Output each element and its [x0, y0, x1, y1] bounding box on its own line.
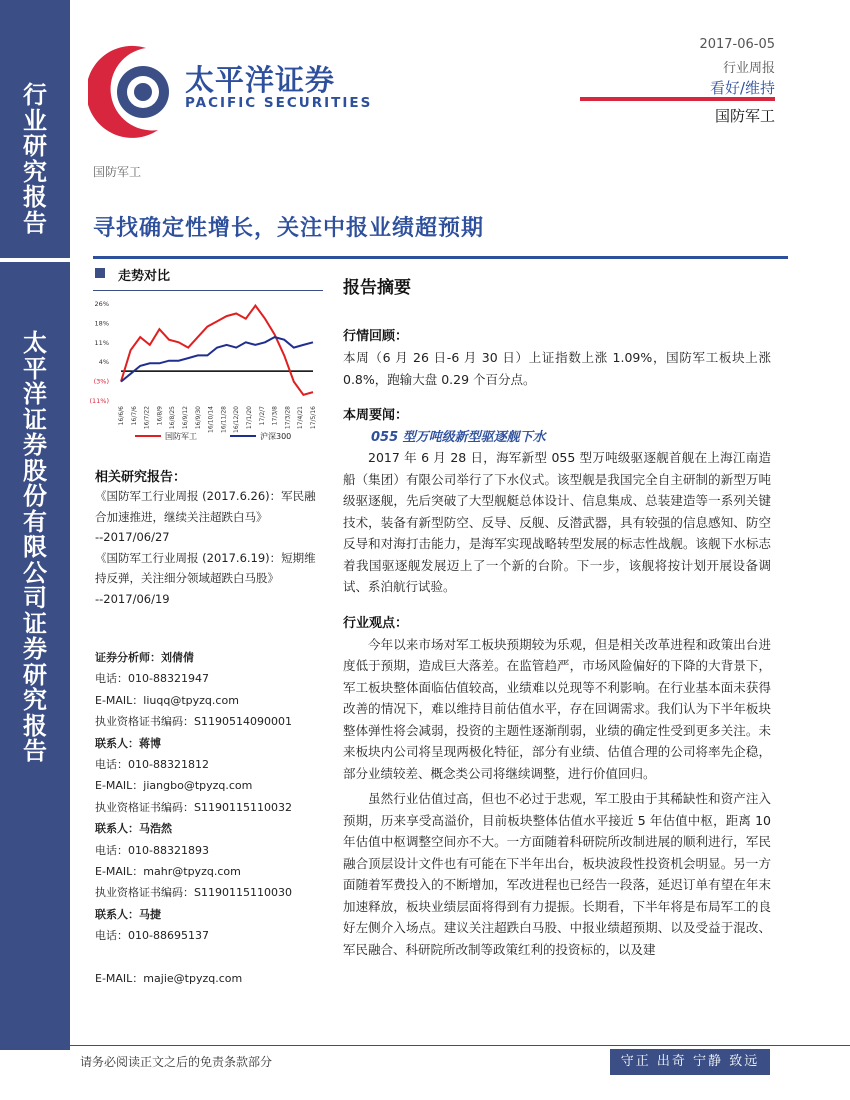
contact-label: 联系人：蒋博 — [95, 736, 161, 750]
news-heading: 本周要闻： — [343, 408, 409, 423]
summary-body — [343, 325, 771, 960]
related-item — [95, 486, 323, 609]
y-tick-label: (3%) — [93, 377, 109, 386]
logo-english-name: PACIFIC SECURITIES — [185, 95, 373, 111]
x-tick-label: 16/10/14 — [207, 406, 215, 433]
contact-phone: 电话：010-88321893 — [95, 843, 209, 857]
x-tick-label: 17/2/7 — [258, 406, 266, 426]
rating-label: 看好/维持 — [709, 79, 775, 97]
footer-disclaimer: 请务必阅读正文之后的免责条款部分 — [80, 1055, 273, 1069]
contact-phone: 电话：010-88321812 — [95, 758, 209, 772]
contact-cert: 执业资格证书编码：S1190115110030 — [95, 886, 292, 900]
series-line-defense — [121, 306, 313, 395]
x-tick-label: 17/5/16 — [310, 406, 317, 430]
contact-cert: 执业资格证书编码：S1190115110032 — [95, 800, 292, 814]
analyst-label: 证券分析师：刘倩倩 — [95, 651, 194, 664]
contact-phone: 电话：010-88695137 — [95, 929, 209, 943]
x-tick-label: 17/3/28 — [284, 406, 292, 430]
contacts-block — [95, 647, 325, 989]
view-heading: 行业观点： — [343, 615, 409, 631]
sector-tag: 国防军工 — [714, 107, 775, 125]
related-item-date: --2017/06/27 — [95, 530, 170, 544]
market-heading: 行情回顾： — [343, 329, 409, 344]
sidebar-report-type: 行业研究报告 — [23, 80, 47, 237]
sidebar-company-name: 太平洋证券股份有限公司证券研究报告 — [23, 328, 47, 765]
company-logo-icon — [88, 40, 183, 140]
market-text: 本周（6 月 26 日-6 月 30 日）上证指数上涨 1.09%，国防军工板块上涨 0.8%，跑输大盘 0.29 个百分点。 — [343, 350, 771, 387]
x-tick-label: 16/9/12 — [182, 406, 189, 430]
contact-email[interactable]: E-MAIL：majie@tpyzq.com — [95, 971, 243, 985]
related-item-title[interactable]: 《国防军工行业周报 (2017.6.19)：短期维持反弹，关注细分领域超跌白马股》 — [95, 550, 316, 585]
page-title: 寻找确定性增长，关注中报业绩超预期 — [93, 215, 485, 241]
sidebar-bottom-band — [0, 262, 70, 1050]
analyst-email[interactable]: E-MAIL：liuqq@tpyzq.com — [95, 693, 239, 707]
footer-divider — [70, 1045, 850, 1046]
related-heading: 相关研究报告： — [95, 470, 187, 485]
x-tick-label: 16/6/6 — [118, 406, 125, 426]
sidebar-top-band — [0, 0, 70, 258]
trend-heading: 走势对比 — [118, 269, 171, 284]
category-label: 国防军工 — [93, 165, 142, 179]
report-type: 行业周报 — [722, 61, 775, 76]
x-tick-label: 17/1/20 — [246, 406, 253, 430]
header-divider — [580, 97, 775, 101]
x-tick-label: 16/7/22 — [143, 406, 151, 430]
logo-chinese-name: 太平洋证券 — [185, 63, 336, 97]
x-tick-label: 16/9/30 — [194, 406, 202, 430]
y-tick-label: 11% — [94, 338, 109, 347]
y-tick-label: 26% — [94, 300, 109, 308]
report-date: 2017-06-05 — [699, 37, 775, 52]
contact-label: 联系人：马浩然 — [95, 822, 172, 836]
x-tick-label: 16/8/25 — [169, 406, 177, 430]
contact-email[interactable]: E-MAIL：jiangbo@tpyzq.com — [95, 779, 253, 793]
trend-rule — [93, 290, 323, 291]
x-tick-label: 16/11/28 — [220, 406, 228, 433]
y-tick-label: 4% — [98, 358, 109, 367]
related-item-title[interactable]: 《国防军工行业周报 (2017.6.26)：军民融合加速推进，继续关注超跌白马》 — [95, 489, 316, 524]
y-tick-label: 18% — [94, 319, 109, 328]
view-paragraph: 今年以来市场对军工板块预期较为乐观，但是相关改革进程和政策出台进度低于预期，造成巨大落差。在监管趋严，市场风险偏好的下降的大背景下，军工板块整体面临估值较高，业绩难以兑现等不利影响。在行业基本面未获得改善的情况下，难以维持目前估值水平，存在回调需求。我们认为下半年板块整体弹性将会减弱，投资的主题性逐渐削弱，业绩的确定性受到更多关注。未来板块内公司将呈现两极化特征，部分有业绩、估值合理的公司将率先企稳，部分业绩较差、概念类公司将继续调整，进行价值回归。 — [343, 636, 771, 781]
news-subheading: 055 型万吨级新型驱逐舰下水 — [371, 430, 546, 445]
summary-title: 报告摘要 — [343, 278, 411, 298]
contact-label: 联系人：马捷 — [95, 907, 161, 921]
view-paragraph: 虽然行业估值过高，但也不必过于悲观，军工股由于其稀缺性和资产注入预期，历来享受高溢价，目前板块整体估值水平接近 5 年估值中枢，距离 10 年估值中枢调整空间亦不大。一方面随着科研院所改制进展的顺利进行，军民融合顶层设计文件也有可能在下半年出台，板块波段性投资机会明显。另一方面随着军费投入的不断增加，军改进程也已经告一段落，延迟订单有望在年末加速释放，板块业绩层面将得到有力提振。长期看，下半年将是布局军工的良好左侧介入场点。建议关注超跌白马股、中报业绩超预期、以及受益于混改、军民融合、科研院所改制等政策红利的投资标的，以及建 — [343, 791, 771, 957]
related-item-date: --2017/06/19 — [95, 591, 170, 606]
y-tick-label: (11%) — [89, 397, 109, 405]
legend-label: 沪深300 — [260, 432, 292, 441]
x-tick-label: 17/3/8 — [271, 406, 279, 426]
x-tick-label: 16/8/9 — [156, 406, 164, 426]
x-tick-label: 17/4/21 — [297, 406, 305, 430]
legend-label: 国防军工 — [165, 432, 197, 441]
news-text: 2017 年 6 月 28 日，海军新型 055 型万吨级驱逐舰首舰在上海江南造船（集团）有限公司举行了下水仪式。该型舰是我国完全自主研制的新型万吨级驱逐舰，先后突破了大型舰艇总体设计、信息集成、总装建造等一系列关键技术，装备有新型防空、反导、反舰、反潜武器，具有较强的信息感知、防空反导和对海打击能力，是海军实现战略转型发展的标志性战舰。该舰下水标志着我国驱逐舰发展迈上了一个新的台阶。下一步，该舰将按计划开展设备调试、系泊航行试验。 — [343, 450, 771, 594]
x-tick-label: 16/12/20 — [233, 406, 241, 433]
analyst-phone: 电话：010-88321947 — [95, 672, 209, 686]
x-tick-label: 16/7/6 — [130, 406, 138, 426]
contact-email[interactable]: E-MAIL：mahr@tpyzq.com — [95, 865, 241, 879]
bullet-square-icon — [95, 268, 105, 278]
footer-slogan: 守正 出奇 宁静 致远 — [610, 1049, 770, 1075]
analyst-cert: 执业资格证书编码：S1190514090001 — [95, 715, 292, 729]
title-divider — [93, 256, 788, 259]
trend-chart — [85, 295, 320, 447]
